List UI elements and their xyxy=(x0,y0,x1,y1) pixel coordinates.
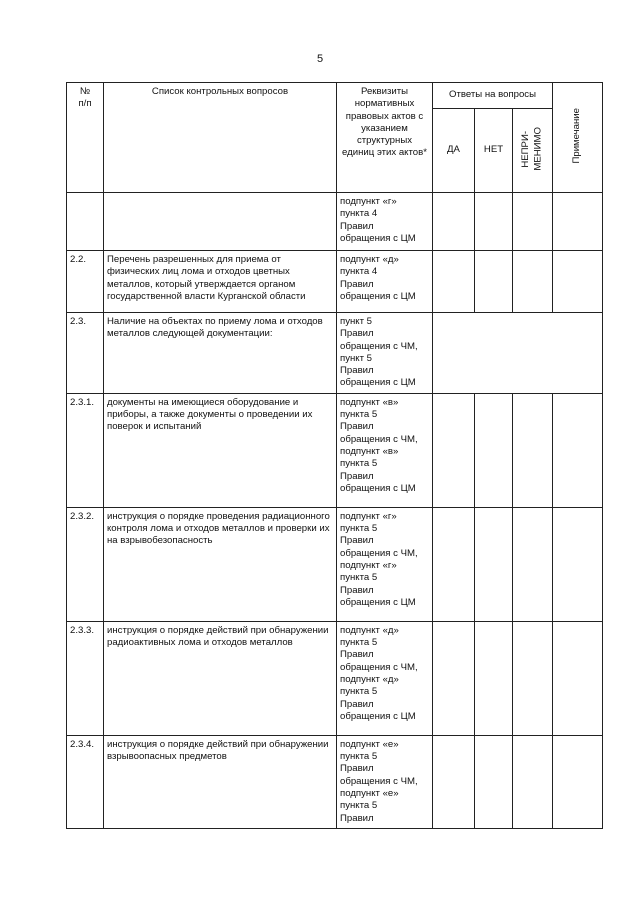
table-row xyxy=(67,507,603,621)
row-number: 2.3.1. xyxy=(67,393,104,507)
row-number: 2.2. xyxy=(67,251,104,313)
row-number: 2.3.4. xyxy=(67,735,104,828)
answer-not-applicable-cell xyxy=(513,507,553,621)
row-number: 2.3. xyxy=(67,313,104,394)
answer-not-applicable-cell xyxy=(513,735,553,828)
note-cell xyxy=(553,251,603,313)
page-number: 5 xyxy=(316,53,324,65)
note-cell xyxy=(553,735,603,828)
reference-text: подпункт «д» пункта 5 Правил обращения с ЧМ, подпункт «д» пункта 5 Правил обращения с ЦМ xyxy=(337,621,433,735)
row-number: 2.3.3. xyxy=(67,621,104,735)
answer-no-cell xyxy=(475,193,513,251)
table-row xyxy=(67,735,603,828)
checklist-table xyxy=(66,82,603,829)
row-number: 2.3.2. xyxy=(67,507,104,621)
header-no: НЕТ xyxy=(475,109,513,193)
answer-not-applicable-cell xyxy=(513,393,553,507)
table-row xyxy=(67,193,603,251)
header-note: Примечание xyxy=(553,83,603,193)
reference-text: подпункт «г» пункта 5 Правил обращения с ЧМ, подпункт «г» пункта 5 Правил обращения с ЦМ xyxy=(337,507,433,621)
reference-text: пункт 5 Правил обращения с ЧМ, пункт 5 Правил обращения с ЦМ xyxy=(337,313,433,394)
table-row xyxy=(67,621,603,735)
question-text: документы на имеющиеся оборудование и приборы, а также документы о проведении их поверок и испытаний xyxy=(104,393,337,507)
reference-text: подпункт «д» пункта 4 Правил обращения с ЦМ xyxy=(337,251,433,313)
row-number xyxy=(67,193,104,251)
answer-no-cell xyxy=(475,251,513,313)
header-yes: ДА xyxy=(433,109,475,193)
header-answers: Ответы на вопросы xyxy=(433,83,553,109)
question-text: Наличие на объектах по приему лома и отходов металлов следующей документации: xyxy=(104,313,337,394)
answer-merged-cell xyxy=(433,313,603,394)
table-row xyxy=(67,313,603,394)
answer-not-applicable-cell xyxy=(513,621,553,735)
header-not-applicable: НЕПРИ- МЕНИМО xyxy=(513,109,553,193)
answer-not-applicable-cell xyxy=(513,251,553,313)
question-text: Перечень разрешенных для приема от физических лиц лома и отходов цветных металлов, который утверждается органом государственной власти Курганской области xyxy=(104,251,337,313)
answer-yes-cell xyxy=(433,193,475,251)
question-text: инструкция о порядке действий при обнаружении радиоактивных лома и отходов металлов xyxy=(104,621,337,735)
question-text xyxy=(104,193,337,251)
reference-text: подпункт «в» пункта 5 Правил обращения с ЧМ, подпункт «в» пункта 5 Правил обращения с ЦМ xyxy=(337,393,433,507)
table-row xyxy=(67,251,603,313)
question-text: инструкция о порядке действий при обнаружении взрывоопасных предметов xyxy=(104,735,337,828)
answer-yes-cell xyxy=(433,251,475,313)
answer-no-cell xyxy=(475,735,513,828)
answer-no-cell xyxy=(475,621,513,735)
header-num: № п/п xyxy=(67,83,104,193)
note-cell xyxy=(553,193,603,251)
answer-yes-cell xyxy=(433,507,475,621)
header-reference: Реквизиты нормативных правовых актов с указанием структурных единиц этих актов* xyxy=(337,83,433,193)
answer-no-cell xyxy=(475,507,513,621)
answer-no-cell xyxy=(475,393,513,507)
question-text: инструкция о порядке проведения радиационного контроля лома и отходов металлов и проверки их на взрывобезопасность xyxy=(104,507,337,621)
reference-text: подпункт «г» пункта 4 Правил обращения с ЦМ xyxy=(337,193,433,251)
answer-not-applicable-cell xyxy=(513,193,553,251)
answer-yes-cell xyxy=(433,393,475,507)
note-cell xyxy=(553,507,603,621)
note-cell xyxy=(553,621,603,735)
answer-yes-cell xyxy=(433,621,475,735)
note-cell xyxy=(553,393,603,507)
header-question: Список контрольных вопросов xyxy=(104,83,337,193)
reference-text: подпункт «е» пункта 5 Правил обращения с ЧМ, подпункт «е» пункта 5 Правил xyxy=(337,735,433,828)
table-row xyxy=(67,393,603,507)
answer-yes-cell xyxy=(433,735,475,828)
